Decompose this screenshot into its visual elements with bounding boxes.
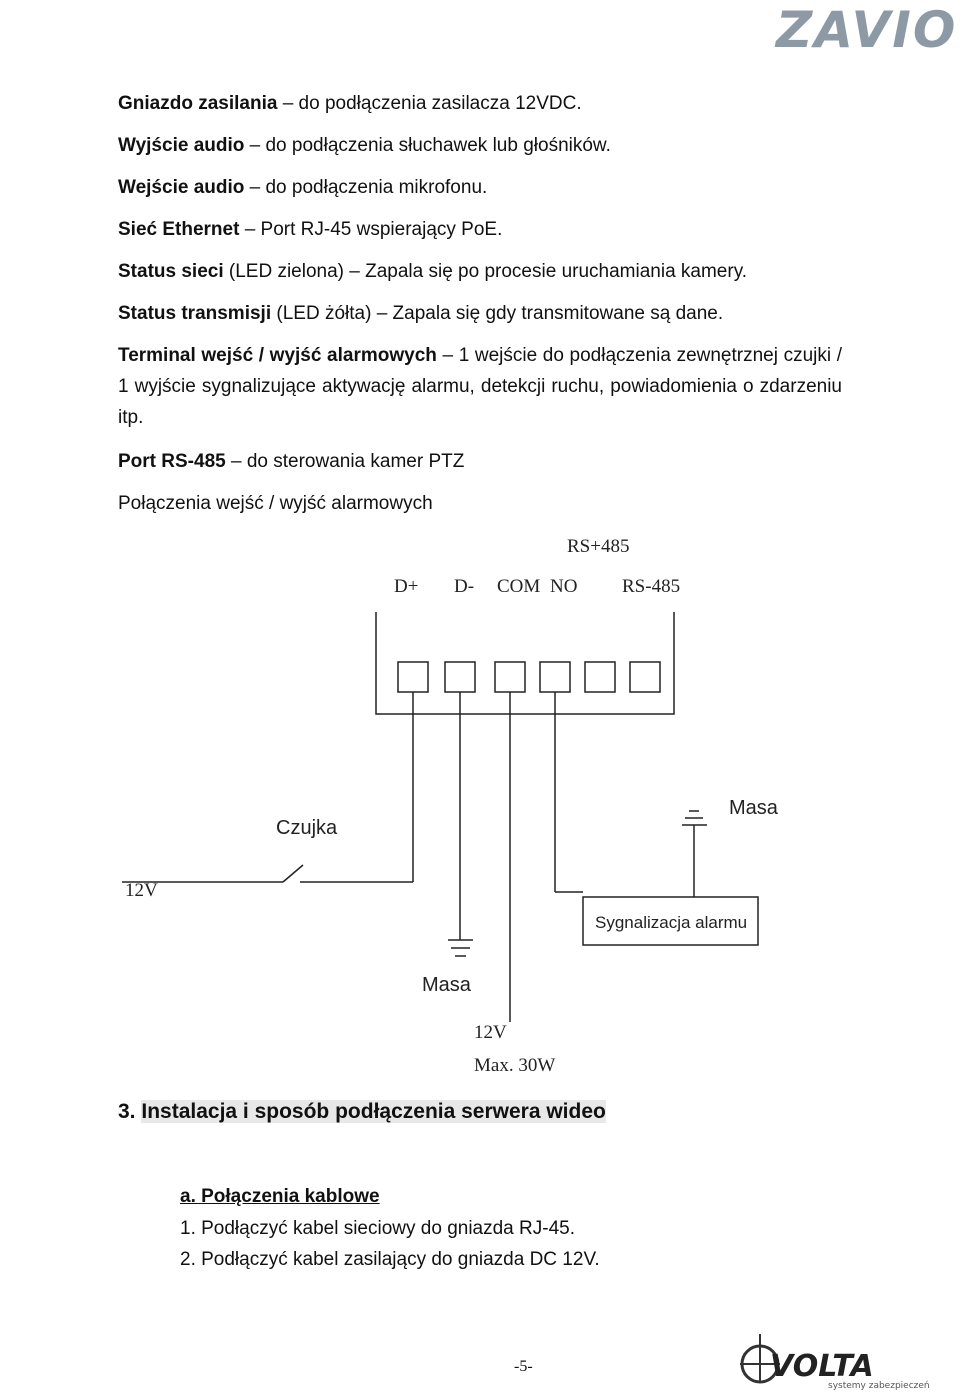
- alarm-box-label: Sygnalizacja alarmu: [595, 913, 748, 932]
- pin-label-rs485: RS-485: [622, 576, 681, 597]
- pin-label-dplus: D+: [394, 576, 419, 597]
- line-power-socket: Gniazdo zasilania – do podłączenia zasilacza 12VDC.: [118, 93, 582, 114]
- terminal-3: [495, 662, 525, 692]
- line-transmission-status: Status transmisji (LED żółta) – Zapala się gdy transmitowane są dane.: [118, 303, 724, 324]
- step-1: 1. Podłączyć kabel sieciowy do gniazda RJ-45.: [180, 1218, 575, 1239]
- terminal-1: [398, 662, 428, 692]
- line-audio-out: Wyjście audio – do podłączenia słuchawek lub głośników.: [118, 135, 611, 156]
- diagram-caption: Połączenia wejść / wyjść alarmowych: [118, 493, 433, 514]
- zavio-logo: ZAVIO: [776, 1, 958, 59]
- pin-label-dminus: D-: [454, 576, 475, 597]
- terminal-6: [630, 662, 660, 692]
- volta-tagline: systemy zabezpieczeń: [828, 1381, 930, 1390]
- pin-label-com: COM: [497, 576, 541, 597]
- terminal-4: [540, 662, 570, 692]
- bottom-voltage-label: 12V: [474, 1022, 507, 1043]
- line-network-status: Status sieci (LED zielona) – Zapala się po procesie uruchamiania kamery.: [118, 261, 748, 282]
- ground-right-label: Masa: [729, 797, 778, 819]
- terminal-2: [445, 662, 475, 692]
- page-number: -5-: [514, 1358, 533, 1375]
- alarm-wiring-diagram: [0, 520, 960, 1100]
- bottom-max-label: Max. 30W: [474, 1055, 556, 1076]
- step-2: 2. Podłączyć kabel zasilający do gniazda DC 12V.: [180, 1249, 600, 1270]
- line-alarm-terminal: Terminal wejść / wyjść alarmowych – 1 wejście do podłączenia zewnętrznej czujki / 1 wyjście sygnalizujące aktywację alarmu, detekcji ruchu, powiadomienia o zdarzeniu itp.: [118, 345, 842, 428]
- line-ethernet: Sieć Ethernet – Port RJ-45 wspierający PoE.: [118, 219, 503, 240]
- pin-label-no: NO: [550, 576, 578, 597]
- terminal-5: [585, 662, 615, 692]
- sensor-label: Czujka: [276, 817, 338, 839]
- volta-logo: [736, 1330, 948, 1390]
- rs485-top-label: RS+485: [567, 536, 630, 557]
- sensor-switch: [283, 865, 303, 882]
- left-voltage-label: 12V: [125, 880, 158, 901]
- volta-brand: VOLTA: [770, 1349, 874, 1384]
- line-audio-in: Wejście audio – do podłączenia mikrofonu.: [118, 177, 488, 198]
- ground-bottom-label: Masa: [422, 974, 471, 996]
- line-rs485: Port RS-485 – do sterowania kamer PTZ: [118, 451, 465, 472]
- section-title: 3. Instalacja i sposób podłączenia serwera wideo: [118, 1100, 606, 1123]
- subsection-title: a. Połączenia kablowe: [180, 1186, 380, 1207]
